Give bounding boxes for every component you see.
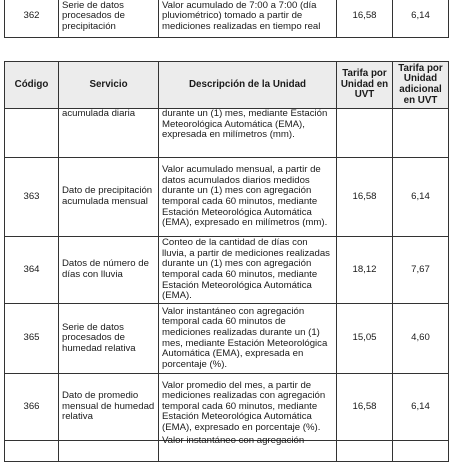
service-cell: [59, 441, 159, 462]
header-rate: Tarifa por Unidad en UVT: [337, 62, 393, 109]
header-description: Descripción de la Unidad: [159, 62, 337, 109]
service-cell: Datos de número de días con lluvia: [59, 237, 159, 304]
additional-rate-cell: 6,14: [393, 0, 449, 38]
code-cell: 362: [5, 0, 59, 38]
description-cell: Valor instantáneo con agregación temporal cada 60 minutos de mediciones realizadas durante un (1) mes, mediante Estación Meteorológica Automática (EMA), expresada en porcentaje (%).: [159, 304, 337, 374]
table-row: [5, 0, 449, 38]
service-cell: Dato de promedio mensual de humedad relativa: [59, 374, 159, 441]
description-cell: Valor acumulado de 7:00 a 7:00 (día pluviométrico) tomado a partir de mediciones realizadas en tiempo real: [159, 0, 337, 38]
table-header-row: [5, 62, 449, 109]
description-cell: durante un (1) mes, mediante Estación Meteorológica Automática (EMA), expresada en milímetros (mm).: [159, 109, 337, 158]
rate-cell: 16,58: [337, 158, 393, 237]
rate-table: [4, 61, 449, 462]
code-cell: 365: [5, 304, 59, 374]
rate-cell: 16,58: [337, 0, 393, 38]
description-cell: Valor promedio del mes, a partir de mediciones realizadas con agregación temporal cada 60 minutos, mediante Estación Meteorológica Automática (EMA), expresado en porcentaje (%).: [159, 374, 337, 441]
additional-rate-cell: [393, 109, 449, 158]
table-row: [5, 304, 449, 374]
service-cell: Serie de datos procesados de precipitación: [59, 0, 159, 38]
service-cell: acumulada diaria: [59, 109, 159, 158]
description-cell: [159, 435, 337, 462]
description-text: Valor instantáneo con agregación: [162, 435, 305, 446]
code-cell: [5, 109, 59, 158]
description-cell: Valor acumulado mensual, a partir de datos acumulados diarios medidos durante un (1) mes con agregación temporal cada 60 minutos, mediante Estación Meteorológica Automática (EMA), expresado en milímetros (mm).: [159, 158, 337, 237]
code-cell: 366: [5, 374, 59, 441]
additional-rate-cell: [393, 441, 449, 462]
additional-rate-cell: 7,67: [393, 237, 449, 304]
rate-cell: 15,05: [337, 304, 393, 374]
rate-cell: [337, 441, 393, 462]
rate-cell: [337, 109, 393, 158]
description-cell: Conteo de la cantidad de días con lluvia, a partir de mediciones realizadas durante un (1) mes con agregación temporal cada 60 minutos, mediante Estación Meteorológica Automática (EMA).: [159, 237, 337, 304]
service-cell: Serie de datos procesados de humedad relativa: [59, 304, 159, 374]
table-row: [5, 374, 449, 441]
table-row: [5, 441, 449, 462]
additional-rate-cell: 6,14: [393, 158, 449, 237]
header-service: Servicio: [59, 62, 159, 109]
code-cell: [5, 441, 59, 462]
top-rate-table: [4, 0, 449, 38]
code-cell: 364: [5, 237, 59, 304]
header-code: Código: [5, 62, 59, 109]
table-row: [5, 109, 449, 158]
additional-rate-cell: 6,14: [393, 374, 449, 441]
table-row: [5, 158, 449, 237]
code-cell: 363: [5, 158, 59, 237]
service-cell: Dato de precipitación acumulada mensual: [59, 158, 159, 237]
rate-cell: 16,58: [337, 374, 393, 441]
rate-cell: 18,12: [337, 237, 393, 304]
additional-rate-cell: 4,60: [393, 304, 449, 374]
header-additional-rate: Tarifa por Unidad adicional en UVT: [393, 62, 449, 109]
table-row: [5, 237, 449, 304]
